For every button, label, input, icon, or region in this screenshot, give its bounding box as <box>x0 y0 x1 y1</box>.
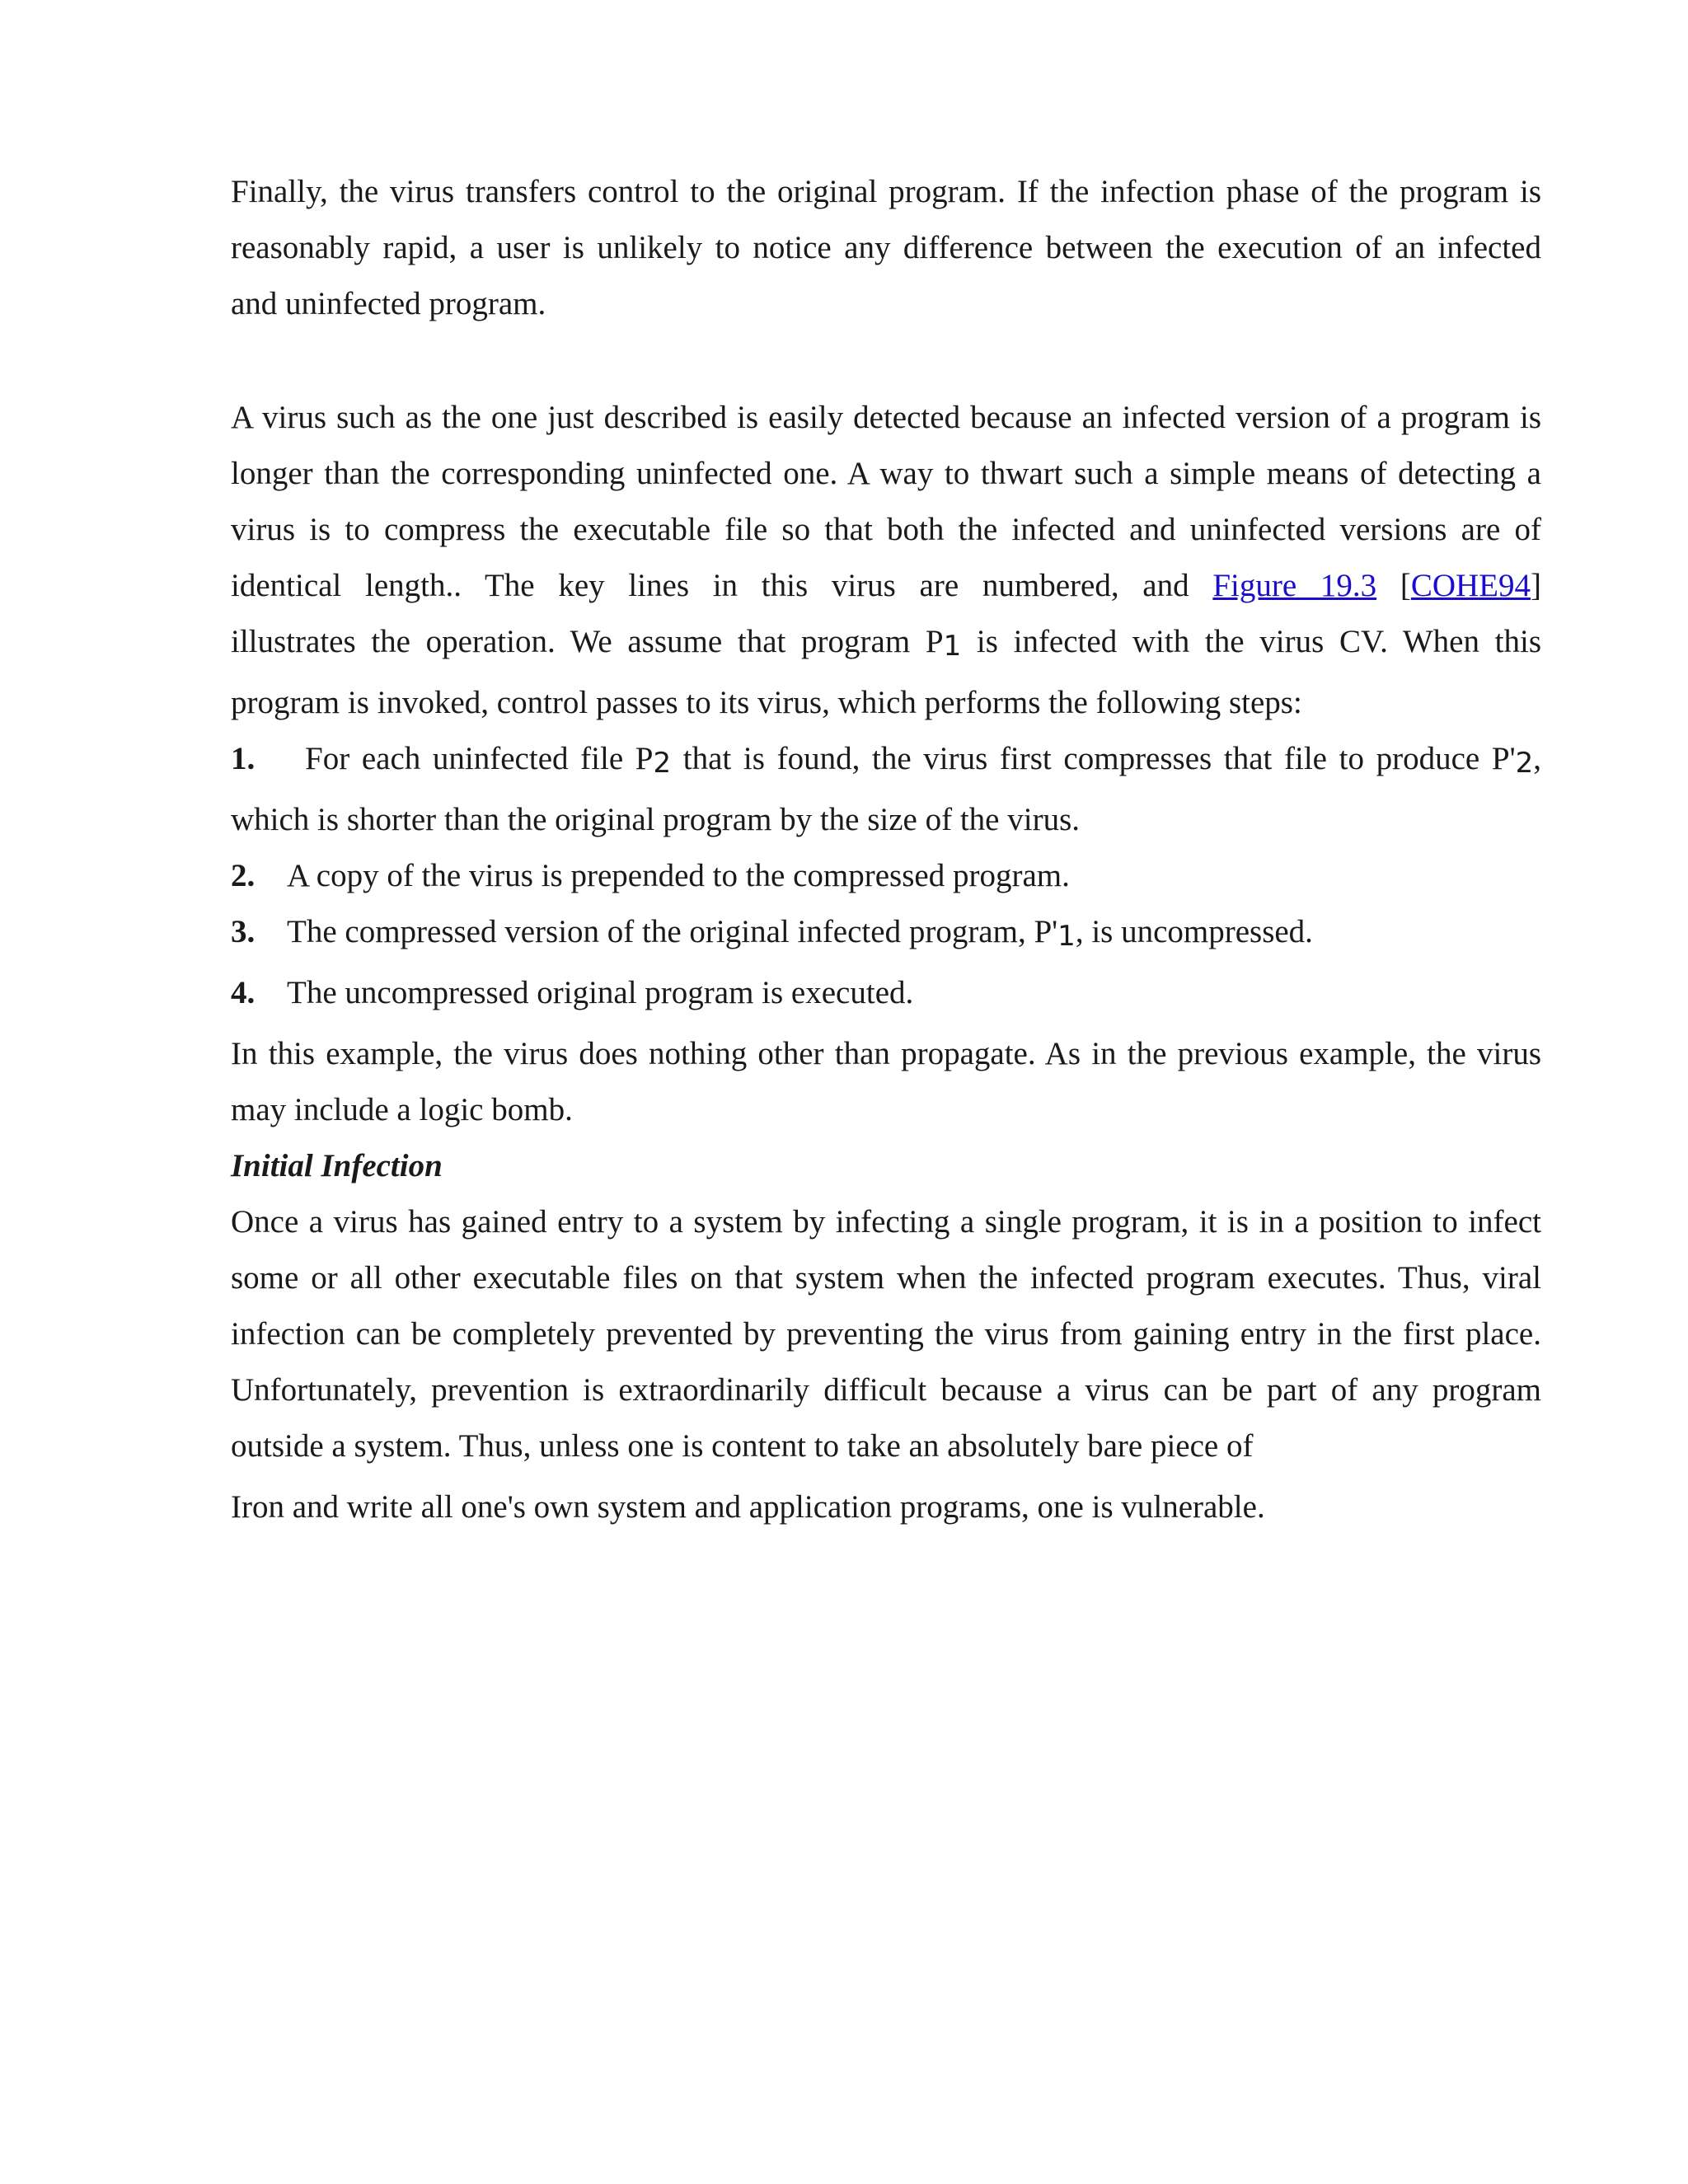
paragraph-2-line-3: virus is to compress the executable file so that both the infected and uninfected versions are of <box>231 512 1541 547</box>
step-2-text: A copy of the virus is prepended to the compressed program. <box>287 858 1070 893</box>
step-2-number: 2. <box>231 858 256 893</box>
step-1-text-a: For each uninfected file P <box>305 741 654 776</box>
step-1-continuation: which is shorter than the original program by the size of the virus. <box>231 802 1080 837</box>
section-heading: Initial Infection <box>231 1148 443 1183</box>
step-1-subscript-a: 2 <box>653 747 672 780</box>
paragraph-4-line-4: Unfortunately, prevention is extraordinarily difficult because a virus can be part of any program <box>231 1372 1541 1408</box>
figure-19-3-link[interactable]: Figure 19.3 <box>1212 568 1377 603</box>
paragraph-2-line-1: A virus such as the one just described is easily detected because an infected version of a program is <box>231 400 1541 435</box>
paragraph-4-line-2: some or all other executable files on that system when the infected program executes. Thus, viral <box>231 1260 1541 1296</box>
citation-bracket-open: [ <box>1400 568 1411 603</box>
step-3 <box>231 913 1313 955</box>
paragraph-3-line-2: may include a logic bomb. <box>231 1092 573 1127</box>
paragraph-2-line-5-text-a: illustrates the operation. We assume that program P <box>231 624 944 659</box>
citation-bracket-close: ] <box>1531 568 1542 603</box>
paragraph-4-line-1: Once a virus has gained entry to a system by infecting a single program, it is in a position to infect <box>231 1204 1541 1240</box>
paragraph-2-line-5 <box>231 623 1541 665</box>
paragraph-1-line-3: and uninfected program. <box>231 286 546 321</box>
citation <box>1400 568 1541 603</box>
step-1-text-c: , <box>1533 741 1541 776</box>
subscript-1: 1 <box>943 630 962 663</box>
paragraph-2-line-5-text-b: is infected with the virus CV. When this <box>976 624 1542 659</box>
paragraph-3-line-1: In this example, the virus does nothing other than propagate. As in the previous example, the virus <box>231 1036 1541 1071</box>
paragraph-4-line-5: outside a system. Thus, unless one is content to take an absolutely bare piece of <box>231 1428 1254 1464</box>
paragraph-1-line-2: reasonably rapid, a user is unlikely to notice any difference between the execution of an infected <box>231 230 1541 265</box>
cohe94-link[interactable]: COHE94 <box>1410 568 1531 603</box>
paragraph-2-line-4-text: identical length.. The key lines in this virus are numbered, and <box>231 568 1189 603</box>
step-1-subscript-b: 2 <box>1515 747 1534 780</box>
step-1-number: 1. <box>231 741 256 776</box>
paragraph-2-line-2: longer than the corresponding uninfected one. A way to thwart such a simple means of detecting a <box>231 456 1541 491</box>
paragraph-2-line-6: program is invoked, control passes to its virus, which performs the following steps: <box>231 685 1302 720</box>
paragraph-1-line-1: Finally, the virus transfers control to the original program. If the infection phase of the program is <box>231 174 1541 209</box>
paragraph-2-line-4 <box>231 567 1541 605</box>
step-3-text-a: The compressed version of the original infected program, P' <box>287 914 1058 949</box>
step-4 <box>231 974 913 1012</box>
step-3-text-b: , is uncompressed. <box>1075 914 1313 949</box>
step-4-text: The uncompressed original program is executed. <box>287 975 914 1010</box>
step-1 <box>231 740 1541 782</box>
step-4-number: 4. <box>231 975 256 1010</box>
step-3-subscript: 1 <box>1057 920 1076 953</box>
paragraph-4-line-6: Iron and write all one's own system and application programs, one is vulnerable. <box>231 1489 1265 1525</box>
step-2 <box>231 857 1070 895</box>
paragraph-4-line-3: infection can be completely prevented by preventing the virus from gaining entry in the first place. <box>231 1316 1541 1352</box>
step-3-number: 3. <box>231 914 256 949</box>
step-1-text-b: that is found, the virus first compresses that file to produce P' <box>671 741 1516 776</box>
